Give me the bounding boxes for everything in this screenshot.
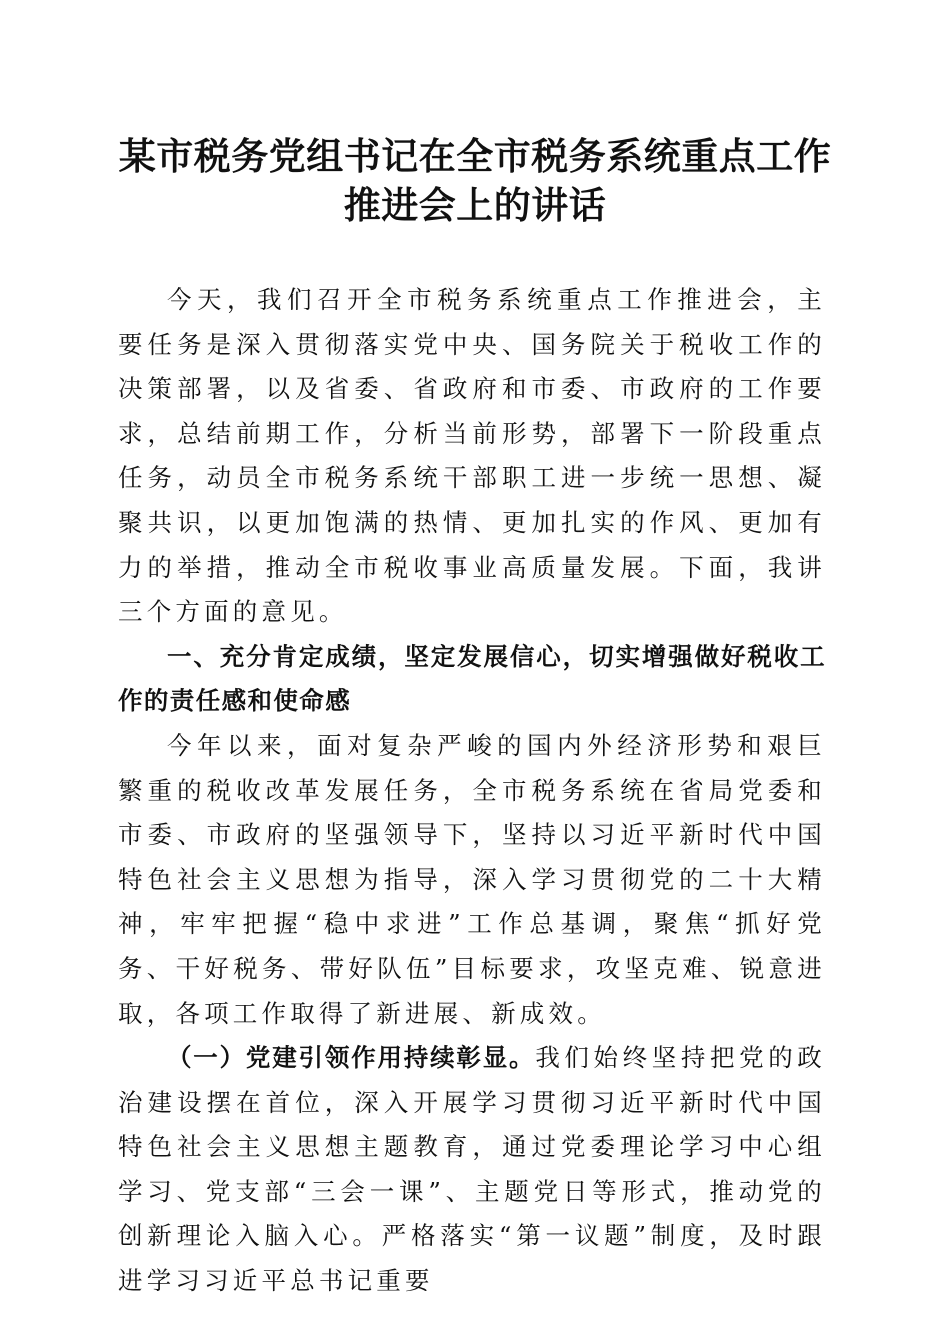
paragraph-party-building-text: 我们始终坚持把党的政治建设摆在首位，深入开展学习贯彻习近平新时代中国特色社会主义思想主题教育，通过党委理论学习中心组学习、党支部“三会一课”、主题党日等形式，推动党的创新理论入脑入心。严格落实“第一议题”制度，及时跟进学习习近平总书记重要 [118,1043,827,1296]
document-title: 某市税务党组书记在全市税务系统重点工作推进会上的讲话 [118,134,832,227]
paragraph-achievements: 今年以来，面对复杂严峻的国内外经济形势和艰巨繁重的税收改革发展任务，全市税务系统在省局党委和市委、市政府的坚强领导下，坚持以习近平新时代中国特色社会主义思想为指导，深入学习贯彻党的二十大精神，牢牢把握“稳中求进”工作总基调，聚焦“抓好党务、干好税务、带好队伍”目标要求，攻坚克难、锐意进取，各项工作取得了新进展、新成效。 [118,730,826,1028]
paragraph-opening: 今天，我们召开全市税务系统重点工作推进会，主要任务是深入贯彻落实党中央、国务院关于税收工作的决策部署，以及省委、省政府和市委、市政府的工作要求，总结前期工作，分析当前形势，部署下一阶段重点任务，动员全市税务系统干部职工进一步统一思想、凝聚共识，以更加饱满的热情、更加扎实的作风、更加有力的举措，推动全市税收事业高质量发展。下面，我讲三个方面的意见。 [118,285,826,627]
subsection-heading-1: （一）党建引领作用持续彰显。 [167,1043,536,1073]
section-heading-1: 一、充分肯定成绩，坚定发展信心，切实增强做好税收工作的责任感和使命感 [118,641,826,716]
document-body [118,278,826,1304]
paragraph-party-building [118,1036,826,1304]
